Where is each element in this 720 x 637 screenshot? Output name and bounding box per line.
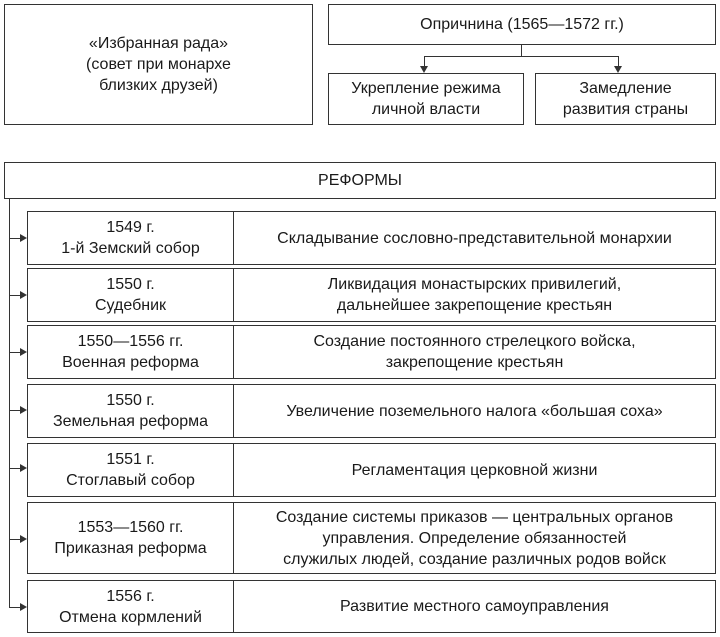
reform-desc-3: Создание постоянного стрелецкого войска, закрепощение крестьян — [313, 333, 636, 371]
reform-row-5 — [27, 443, 716, 497]
reform-row-5-left — [28, 444, 234, 496]
reform-row-6 — [27, 502, 716, 574]
arrow-down-left-icon — [420, 66, 428, 73]
reform-row-7-left — [28, 581, 234, 632]
reform-name-3: Военная реформа — [62, 354, 199, 371]
reforms-header-text: РЕФОРМЫ — [318, 172, 402, 189]
oprichnina-connector-horizontal — [424, 56, 619, 57]
izbrannaya-rada-text: «Избранная рада» (совет при монархе близких друзей) — [86, 35, 231, 94]
arrow-down-right-icon — [614, 66, 622, 73]
reform-row-1 — [27, 211, 716, 265]
oprichnina-box — [328, 4, 716, 45]
reform-row-3 — [27, 325, 716, 379]
reform-desc-4: Увеличение поземельного налога «большая соха» — [286, 402, 663, 420]
reform-year-7: 1556 г. — [106, 587, 155, 605]
reform-row-2-left — [28, 269, 234, 321]
reform-year-1: 1549 г. — [106, 219, 155, 236]
reform-row-1-left — [28, 212, 234, 264]
reform-name-6: Приказная реформа — [54, 540, 207, 557]
izbrannaya-rada-box — [4, 4, 313, 125]
consequence-box-1 — [328, 73, 524, 125]
reform-row-4-left — [28, 385, 234, 437]
arrow-right-5-icon — [20, 464, 27, 472]
arrow-right-1-icon — [20, 234, 27, 242]
consequence-text-1: Укрепление режима личной власти — [351, 80, 501, 118]
reform-row-3-left — [28, 326, 234, 378]
reform-desc-2: Ликвидация монастырских привилегий, дальнейшее закрепощение крестьян — [327, 276, 622, 314]
reform-desc-6: Создание системы приказов — центральных органов управления. Определение обязанностей служилых людей, создание различных родов войск — [275, 508, 674, 568]
reform-name-5: Стоглавый собор — [66, 472, 195, 489]
reform-year-3: 1550—1556 гг. — [77, 333, 184, 350]
reform-desc-5: Регламентация церковной жизни — [351, 461, 598, 479]
reform-desc-1: Складывание сословно-представительной монархии — [277, 229, 672, 247]
arrow-right-7-icon — [20, 603, 27, 611]
consequence-text-2: Замедление развития страны — [562, 80, 689, 118]
arrow-right-6-icon — [20, 535, 27, 543]
reform-name-7: Отмена кормлений — [59, 608, 202, 626]
reform-row-6-left — [28, 503, 234, 573]
arrow-right-3-icon — [20, 348, 27, 356]
reform-row-2 — [27, 268, 716, 322]
reform-row-4 — [27, 384, 716, 438]
reform-row-7 — [27, 580, 716, 633]
reforms-header-box — [4, 162, 716, 199]
reform-name-1: 1-й Земский собор — [61, 240, 200, 257]
reforms-spine-line — [9, 199, 10, 608]
reform-year-5: 1551 г. — [106, 451, 155, 468]
arrow-right-2-icon — [20, 291, 27, 299]
reform-year-6: 1553—1560 гг. — [77, 519, 184, 536]
oprichnina-title: Опричнина (1565—1572 гг.) — [420, 16, 624, 33]
reform-year-2: 1550 г. — [106, 276, 155, 293]
reform-year-4: 1550 г. — [106, 392, 155, 409]
reform-name-4: Земельная реформа — [52, 413, 209, 430]
reform-name-2: Судебник — [94, 297, 166, 314]
reform-desc-7: Развитие местного самоуправления — [340, 598, 609, 615]
arrow-right-4-icon — [20, 406, 27, 414]
consequence-box-2 — [535, 73, 716, 125]
